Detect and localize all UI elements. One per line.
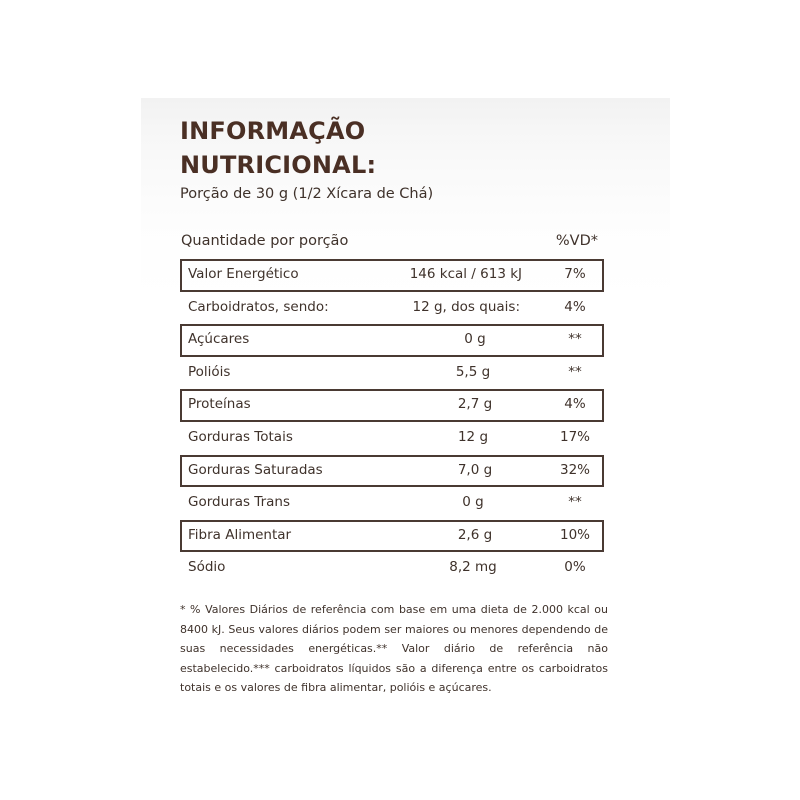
nutrient-amount: 5,5 g <box>455 363 491 380</box>
nutrient-name: Gorduras Trans <box>188 494 290 511</box>
table-row <box>180 259 604 292</box>
nutrient-daily-value: ** <box>568 331 582 348</box>
footnote: * % Valores Diários de referência com base em uma dieta de 2.000 kcal ou 8400 kJ. Seus valores diários podem ser maiores ou menores dependendo de suas necessidades energéticas.** Valor diário de referência não estabelecido.*** carboidratos líquidos são a diferença entre os carboidratos totais e os valores de fibra alimentar, polióis e açúcares. <box>180 603 608 694</box>
nutrient-daily-value: ** <box>568 363 582 380</box>
table-header <box>181 233 602 255</box>
nutrient-name: Fibra Alimentar <box>188 526 292 543</box>
nutrient-amount: 0 g <box>464 331 486 348</box>
table-row <box>180 357 604 390</box>
nutrient-daily-value: 7% <box>564 266 586 282</box>
nutrient-name: Carboidratos, sendo: <box>188 298 329 315</box>
header-vd-label: %VD* <box>555 233 598 249</box>
table-row <box>180 422 604 455</box>
table-row <box>180 324 604 357</box>
nutrient-daily-value: 0% <box>564 559 586 576</box>
nutrient-name: Sódio <box>188 559 226 576</box>
nutrient-amount: 0 g <box>462 494 484 511</box>
nutrient-daily-value: 4% <box>564 298 586 315</box>
nutrient-daily-value: ** <box>568 494 582 511</box>
title-line-2: NUTRICIONAL: <box>180 151 377 179</box>
nutrient-daily-value: 4% <box>564 396 586 413</box>
nutrient-amount: 8,2 mg <box>449 559 497 576</box>
nutrient-amount: 7,0 g <box>457 461 493 478</box>
nutrient-daily-value: 10% <box>559 526 590 543</box>
nutrient-name: Valor Energético <box>188 266 299 282</box>
table-row <box>180 292 604 325</box>
portion-size: Porção de 30 g (1/2 Xícara de Chá) <box>180 186 434 202</box>
nutrient-amount: 146 kcal / 613 kJ <box>409 266 522 282</box>
nutrient-name: Polióis <box>188 363 231 380</box>
table-row <box>180 520 604 553</box>
table-row <box>180 389 604 422</box>
page-title <box>180 114 376 182</box>
nutrient-daily-value: 32% <box>559 461 590 478</box>
table-row <box>180 455 604 488</box>
nutrient-name: Proteínas <box>188 396 251 413</box>
table-row <box>180 552 604 585</box>
nutrient-amount: 12 g <box>457 428 489 445</box>
nutrient-name: Gorduras Saturadas <box>188 461 323 478</box>
table-row <box>180 487 604 520</box>
nutrient-name: Gorduras Totais <box>188 428 293 445</box>
nutrient-name: Açúcares <box>188 331 250 348</box>
header-quantity-label: Quantidade por porção <box>181 233 349 249</box>
nutrition-table <box>180 259 604 585</box>
nutrient-daily-value: 17% <box>559 428 590 445</box>
title-line-1: INFORMAÇÃO <box>180 117 366 145</box>
nutrient-amount: 2,6 g <box>457 526 493 543</box>
nutrient-amount: 12 g, dos quais: <box>412 298 520 315</box>
nutrient-amount: 2,7 g <box>457 396 493 413</box>
